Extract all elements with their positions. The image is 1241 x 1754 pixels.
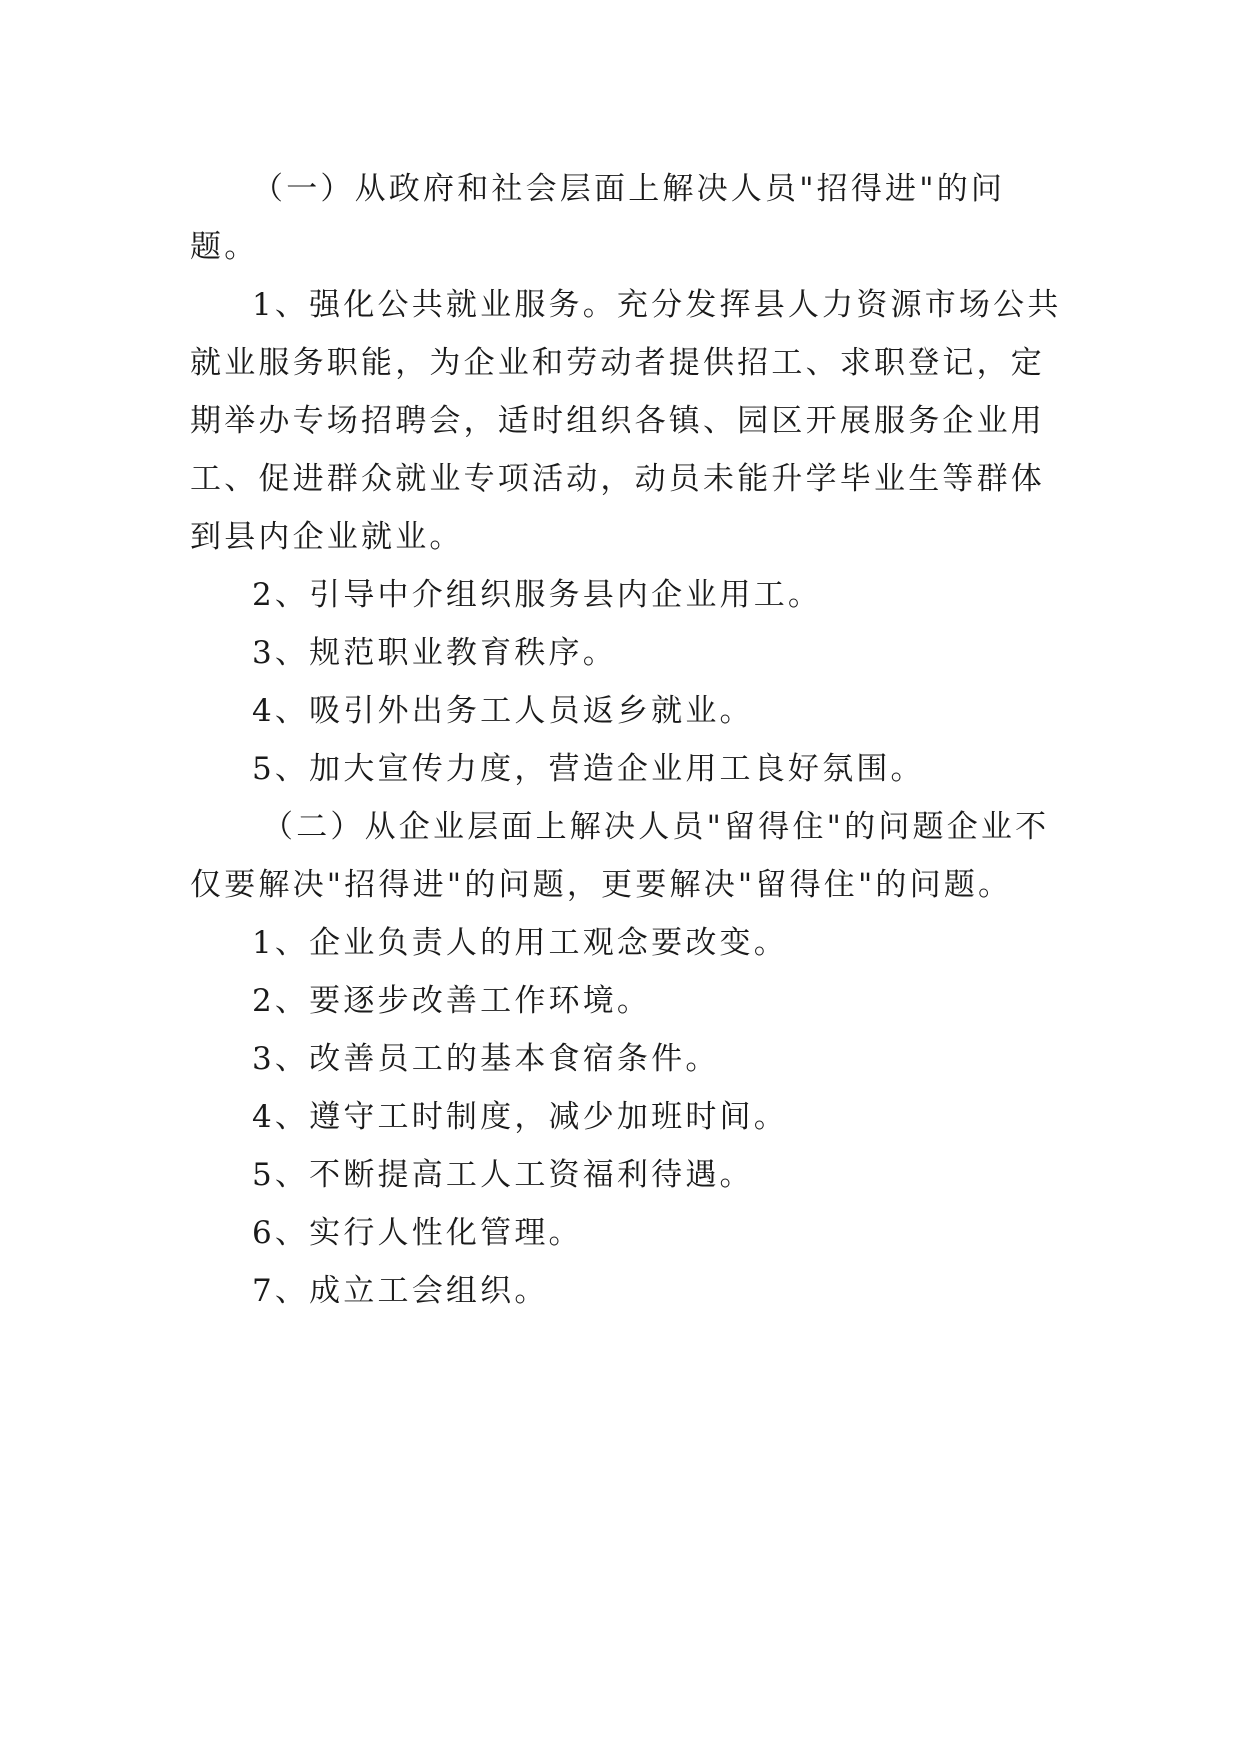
section-heading-government: （一）从政府和社会层面上解决人员"招得进"的问题。 [190,171,1006,265]
list-item-intermediary-organizations: 2、引导中介组织服务县内企业用工。 [252,577,823,613]
list-item-wages-benefits: 5、不断提高工人工资福利待遇。 [252,1157,754,1193]
list-item-working-hours: 4、遵守工时制度，减少加班时间。 [252,1099,788,1135]
list-item-humane-management: 6、实行人性化管理。 [252,1215,583,1251]
list-item-vocational-education: 3、规范职业教育秩序。 [252,635,617,671]
list-item-public-employment-service: 1、强化公共就业服务。充分发挥县人力资源市场公共就业服务职能，为企业和劳动者提供招工、求职登记，定期举办专场招聘会，适时组织各镇、园区开展服务企业用工、促进群众就业专项活动，动员未能升学毕业生等群体到县内企业就业。 [190,287,1062,555]
list-item-work-environment: 2、要逐步改善工作环境。 [252,983,652,1019]
list-item-publicity: 5、加大宣传力度，营造企业用工良好氛围。 [252,751,925,787]
list-item-trade-union: 7、成立工会组织。 [252,1273,549,1309]
list-item-food-lodging: 3、改善员工的基本食宿条件。 [252,1041,720,1077]
document-body [190,160,1070,1320]
section-heading-enterprise: （二）从企业层面上解决人员"留得住"的问题企业不仅要解决"招得进"的问题，更要解决"留得住"的问题。 [190,809,1050,903]
list-item-employment-concept: 1、企业负责人的用工观念要改变。 [252,925,788,961]
list-item-returning-workers: 4、吸引外出务工人员返乡就业。 [252,693,754,729]
